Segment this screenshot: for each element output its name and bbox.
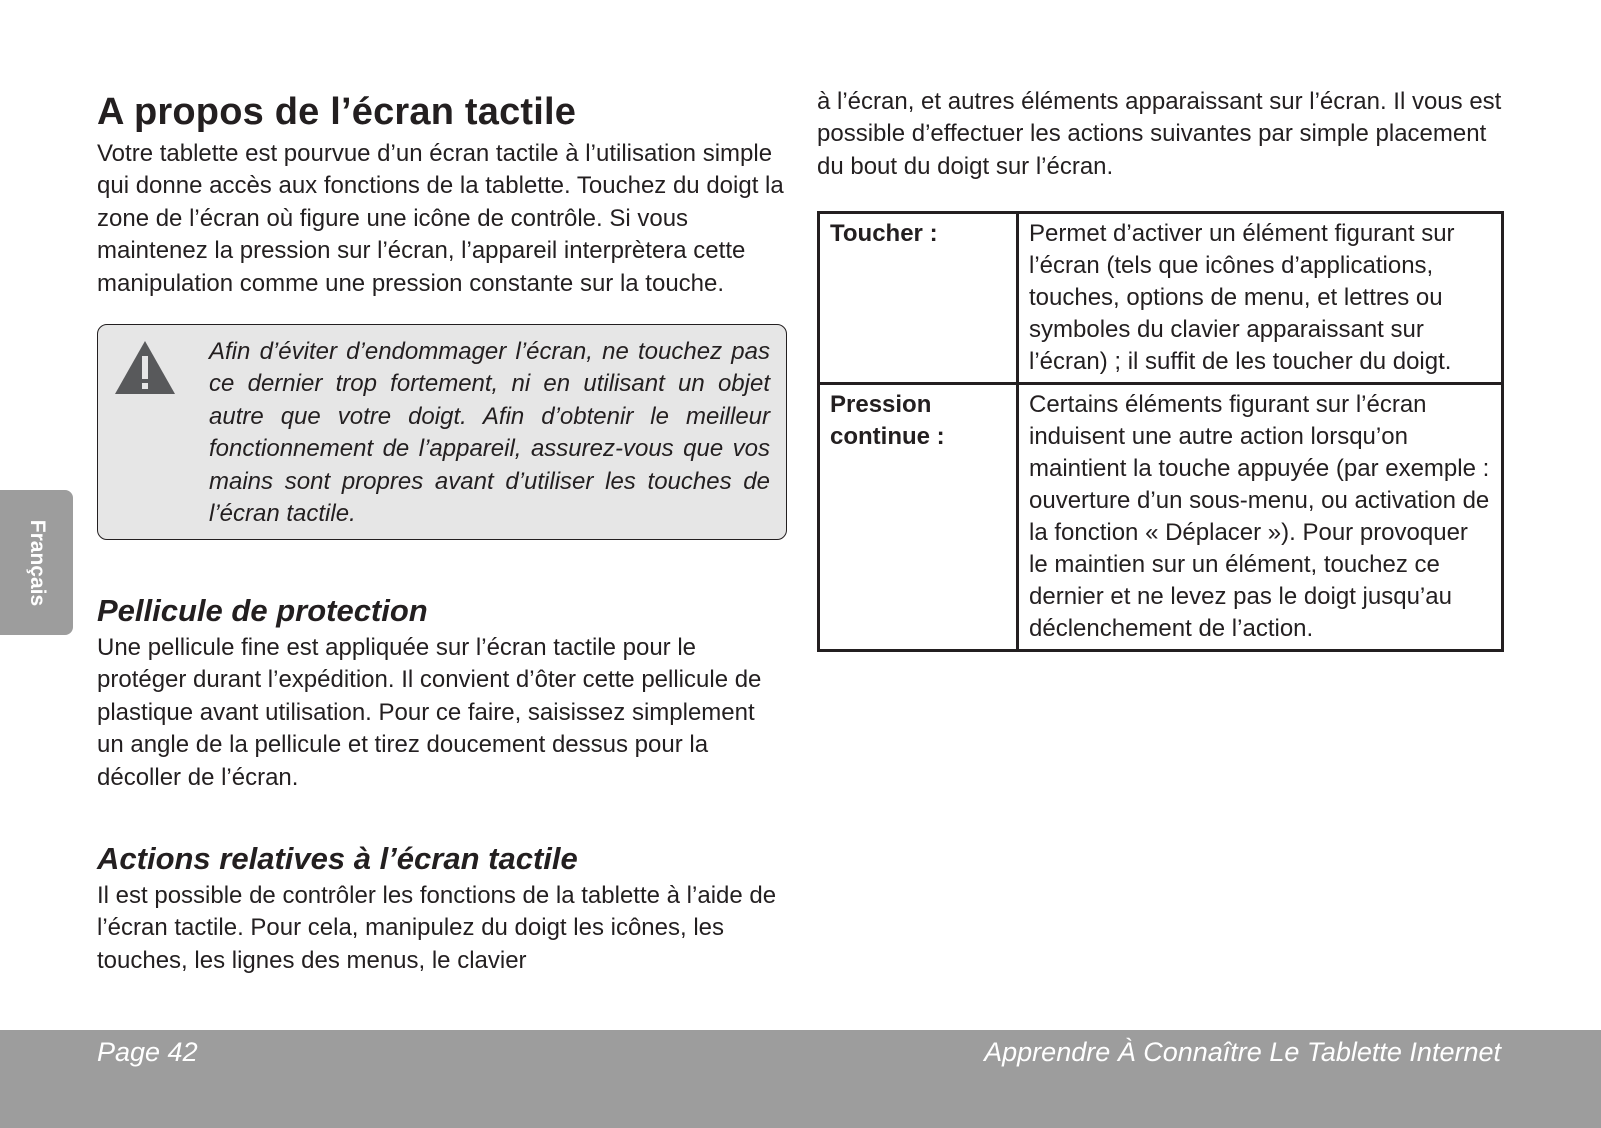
warning-box	[97, 324, 787, 540]
footer-band	[0, 1030, 1601, 1128]
table-term: Toucher :	[819, 213, 1018, 384]
intro-paragraph: Votre tablette est pourvue d’un écran tactile à l’utilisation simple qui donne accès aux fonctions de la tablette. Touchez du doigt la zone de l’écran où figure une icône de contrôle. Si vous maintenez la pression sur l’écran, l’appareil interprètera cette manipulation comme une pression constante sur la touche.	[97, 140, 784, 297]
page-number: Page 42	[97, 1037, 198, 1067]
table-description: Certains éléments figurant sur l’écran induisent une autre action lorsqu’on maintient la touche appuyée (par exemple : ouverture d’un sous-menu, ou activation de la fonction « Déplacer »). Pour provoquer le maintien sur un élément, touchez ce dernier et ne levez pas le doigt jusqu’au déclenchement de l’action.	[1018, 384, 1503, 651]
pellicule-heading: Pellicule de protection	[97, 593, 428, 629]
footer-title: Apprendre À Connaître Le Tablette Internet	[984, 1037, 1501, 1067]
right-intro-paragraph: à l’écran, et autres éléments apparaissant sur l’écran. Il vous est possible d’effectuer les actions suivantes par simple placement du bout du doigt sur l’écran.	[817, 88, 1502, 180]
table-row	[819, 384, 1503, 651]
actions-paragraph: Il est possible de contrôler les fonctions de la tablette à l’aide de l’écran tactile. Pour cela, manipulez du doigt les icônes, les touches, les lignes des menus, le clavier	[97, 882, 777, 974]
table-row	[819, 213, 1503, 384]
pellicule-paragraph: Une pellicule fine est appliquée sur l’écran tactile pour le protéger durant l’expédition. Il convient d’ôter cette pellicule de plastique avant utilisation. Pour ce faire, saisissez simplement un angle de la pellicule et tirez doucement dessus pour la décoller de l’écran.	[97, 634, 762, 791]
warning-text: Afin d’éviter d’endommager l’écran, ne touchez pas ce dernier trop fortement, ni en utilisant un objet autre que votre doigt. Afin d’obtenir le meilleur fonctionnement de l’appareil, assurez-vous que vos mains sont propres avant d’utiliser les touches de l’écran tactile.	[209, 338, 770, 528]
left-column	[97, 86, 787, 977]
language-side-tab	[0, 490, 73, 635]
page-title: A propos de l’écran tactile	[97, 91, 577, 133]
warning-triangle-icon	[113, 339, 177, 397]
right-column	[817, 86, 1507, 652]
language-label: Français	[25, 519, 49, 606]
table-term: Pression continue :	[819, 384, 1018, 651]
actions-heading: Actions relatives à l’écran tactile	[97, 841, 578, 877]
table-description: Permet d’activer un élément figurant sur l’écran (tels que icônes d’applications, touches, options de menu, et lettres ou symboles du clavier apparaissant sur l’écran) ; il suffit de les toucher du doigt.	[1018, 213, 1503, 384]
actions-table	[817, 211, 1504, 652]
